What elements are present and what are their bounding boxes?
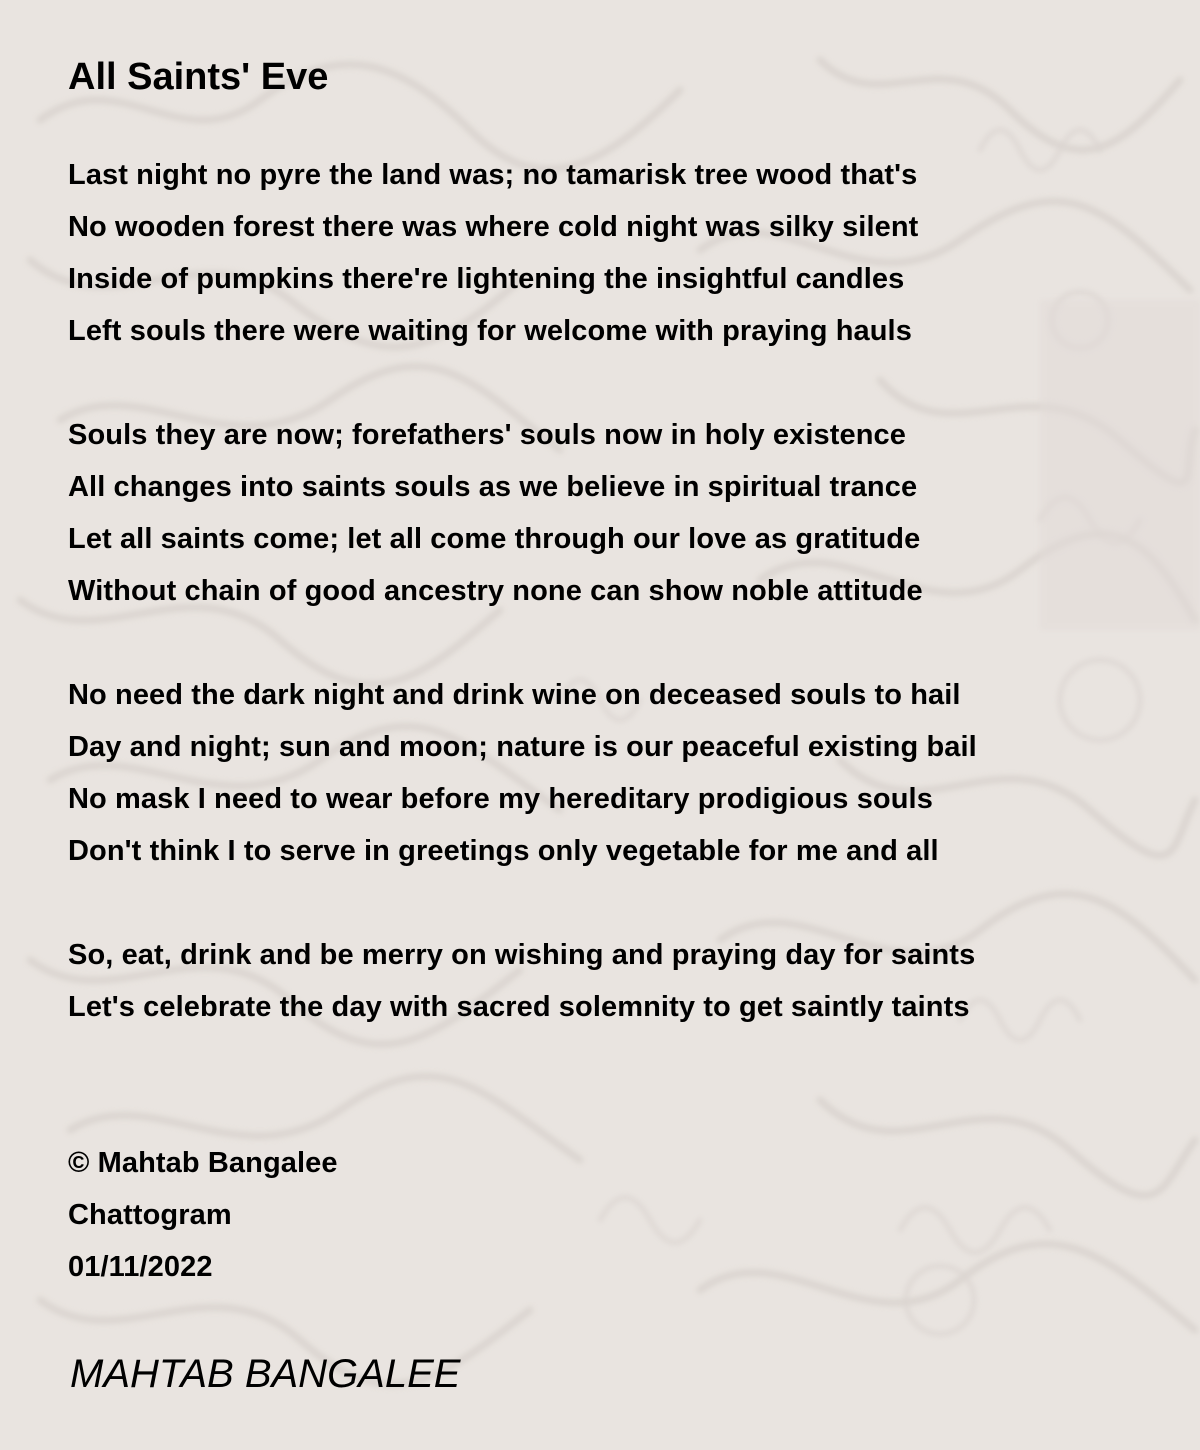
poem-line: All changes into saints souls as we believe in spiritual trance (68, 471, 918, 503)
poem-title: All Saints' Eve (68, 56, 329, 98)
poem-stanza-4 (68, 929, 975, 1033)
poem-stanza-3 (68, 669, 977, 877)
date-line: 01/11/2022 (68, 1251, 213, 1283)
poem-line: Let's celebrate the day with sacred solemnity to get saintly taints (68, 991, 970, 1023)
poem-line: Don't think I to serve in greetings only vegetable for me and all (68, 835, 939, 867)
poem-line: Inside of pumpkins there're lightening the insightful candles (68, 263, 905, 295)
poem-line: No wooden forest there was where cold night was silky silent (68, 211, 919, 243)
poem-stanza-1 (68, 149, 918, 357)
poem-line: Without chain of good ancestry none can show noble attitude (68, 575, 923, 607)
copyright-line: © Mahtab Bangalee (68, 1147, 338, 1179)
poem-line: Souls they are now; forefathers' souls now in holy existence (68, 419, 906, 451)
poem-line: Let all saints come; let all come through our love as gratitude (68, 523, 921, 555)
poem-line: Left souls there were waiting for welcome with praying hauls (68, 315, 912, 347)
location-line: Chattogram (68, 1199, 232, 1231)
poem-line: Day and night; sun and moon; nature is our peaceful existing bail (68, 731, 977, 763)
poem-credits (68, 1137, 338, 1293)
poem-line: No mask I need to wear before my hereditary prodigious souls (68, 783, 933, 815)
poem-stanza-2 (68, 409, 923, 617)
poem-line: No need the dark night and drink wine on deceased souls to hail (68, 679, 961, 711)
poem-line: Last night no pyre the land was; no tamarisk tree wood that's (68, 159, 918, 191)
author-name: MAHTAB BANGALEE (70, 1352, 461, 1396)
poem-line: So, eat, drink and be merry on wishing and praying day for saints (68, 939, 976, 971)
